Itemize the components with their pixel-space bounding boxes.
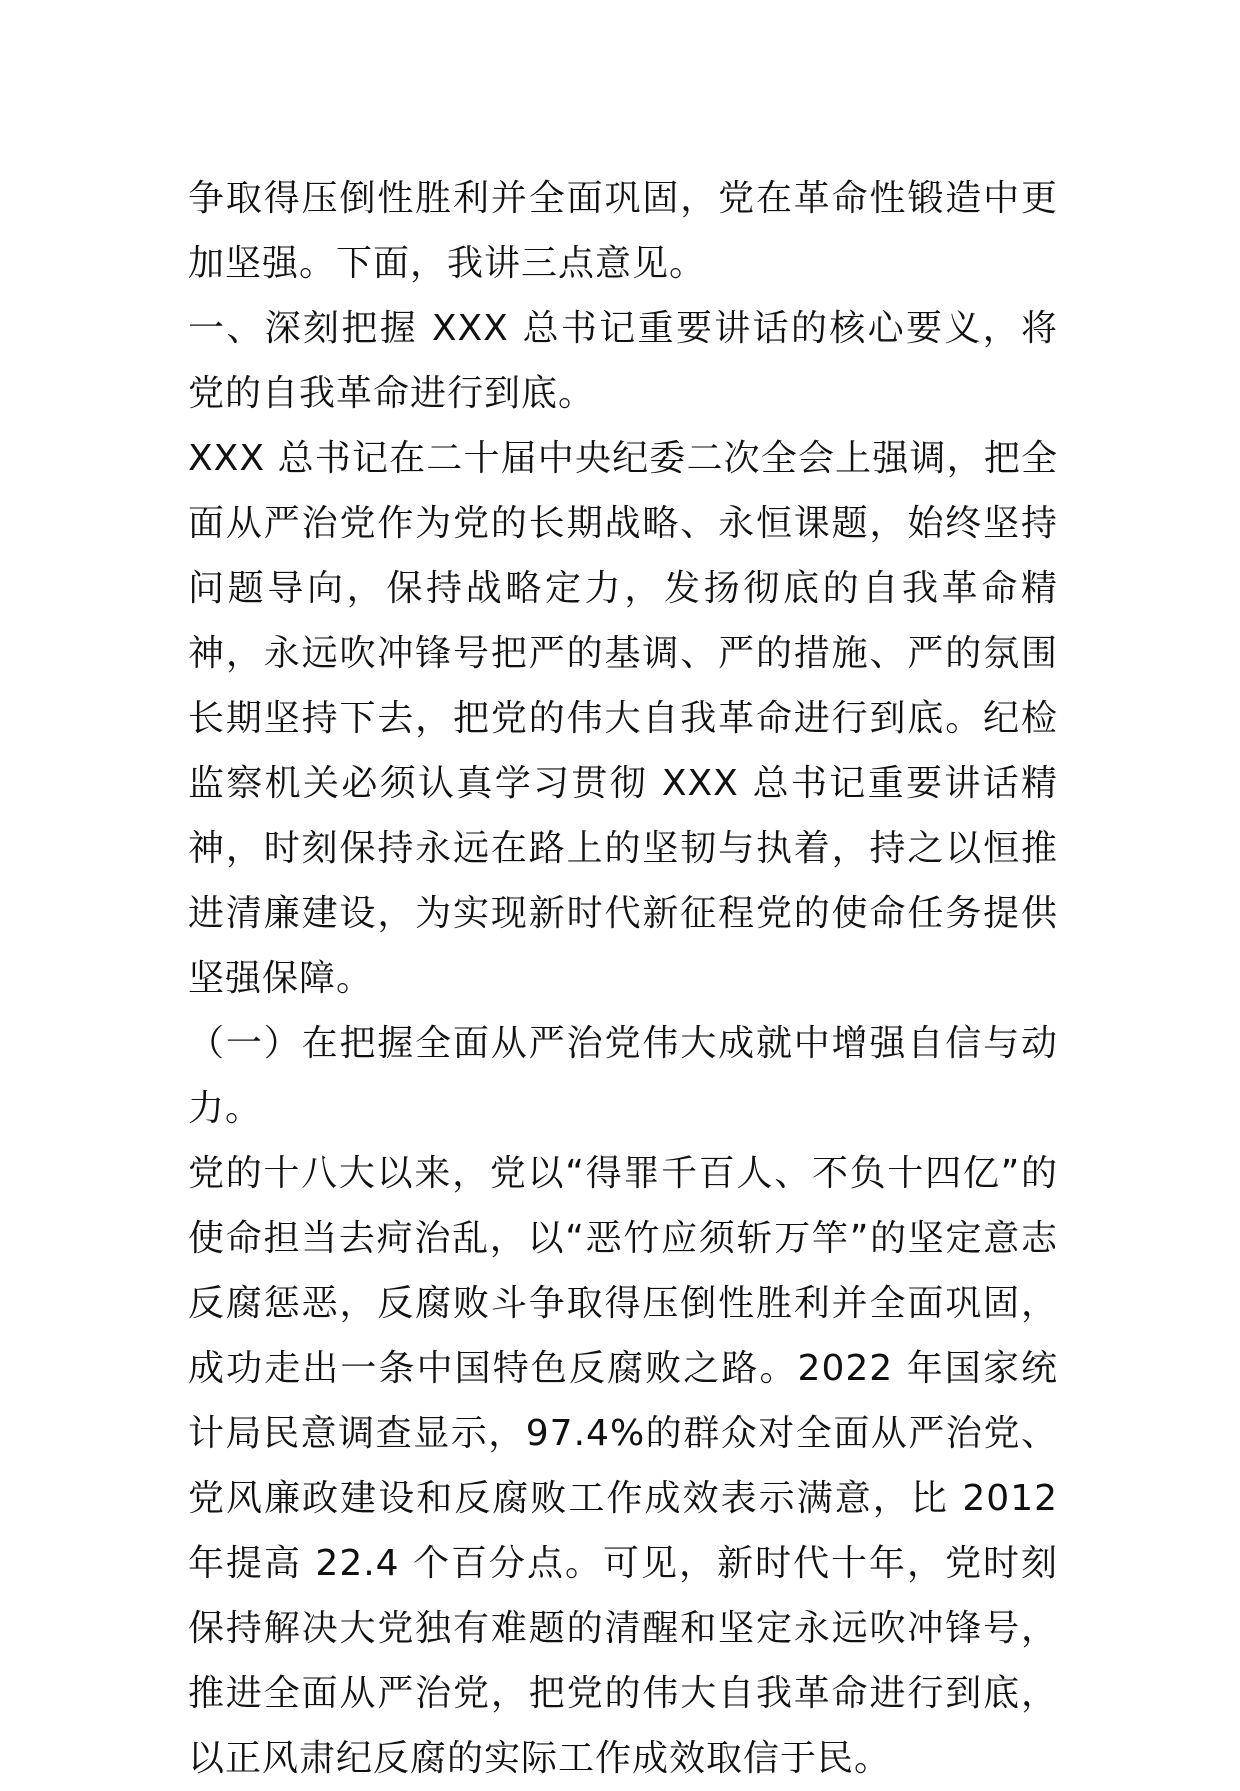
paragraph-continuation: 争取得压倒性胜利并全面巩固，党在革命性锻造中更加坚强。下面，我讲三点意见。	[188, 178, 1058, 284]
section-heading-1: 一、深刻把握 XXX 总书记重要讲话的核心要义，将党的自我革命进行到底。	[188, 308, 1058, 414]
subsection-heading-1: （一）在把握全面从严治党伟大成就中增强自信与动力。	[188, 1023, 1058, 1129]
paragraph-body-2: 党的十八大以来，党以“得罪千百人、不负十四亿”的使命担当去疴治乱，以“恶竹应须斩万竿”的坚定意志反腐惩恶，反腐败斗争取得压倒性胜利并全面巩固，成功走出一条中国特色反腐败之路。2022 年国家统计局民意调查显示，97.4%的群众对全面从严治党、党风廉政建设和反腐败工作成效表示满意，比 2012 年提高 22.4 个百分点。可见，新时代十年，党时刻保持解决大党独有难题的清醒和坚定永远吹冲锋号，推进全面从严治党，把党的伟大自我革命进行到底，以正风肃纪反腐的实际工作成效取信于民。	[188, 1153, 1058, 1779]
paragraph-body-1: XXX 总书记在二十届中央纪委二次全会上强调，把全面从严治党作为党的长期战略、永恒课题，始终坚持问题导向，保持战略定力，发扬彻底的自我革命精神，永远吹冲锋号把严的基调、严的措施、严的氛围长期坚持下去，把党的伟大自我革命进行到底。纪检监察机关必须认真学习贯彻 XXX 总书记重要讲话精神，时刻保持永远在路上的坚韧与执着，持之以恒推进清廉建设，为实现新时代新征程党的使命任务提供坚强保障。	[188, 438, 1058, 999]
document-body	[188, 166, 1058, 1791]
